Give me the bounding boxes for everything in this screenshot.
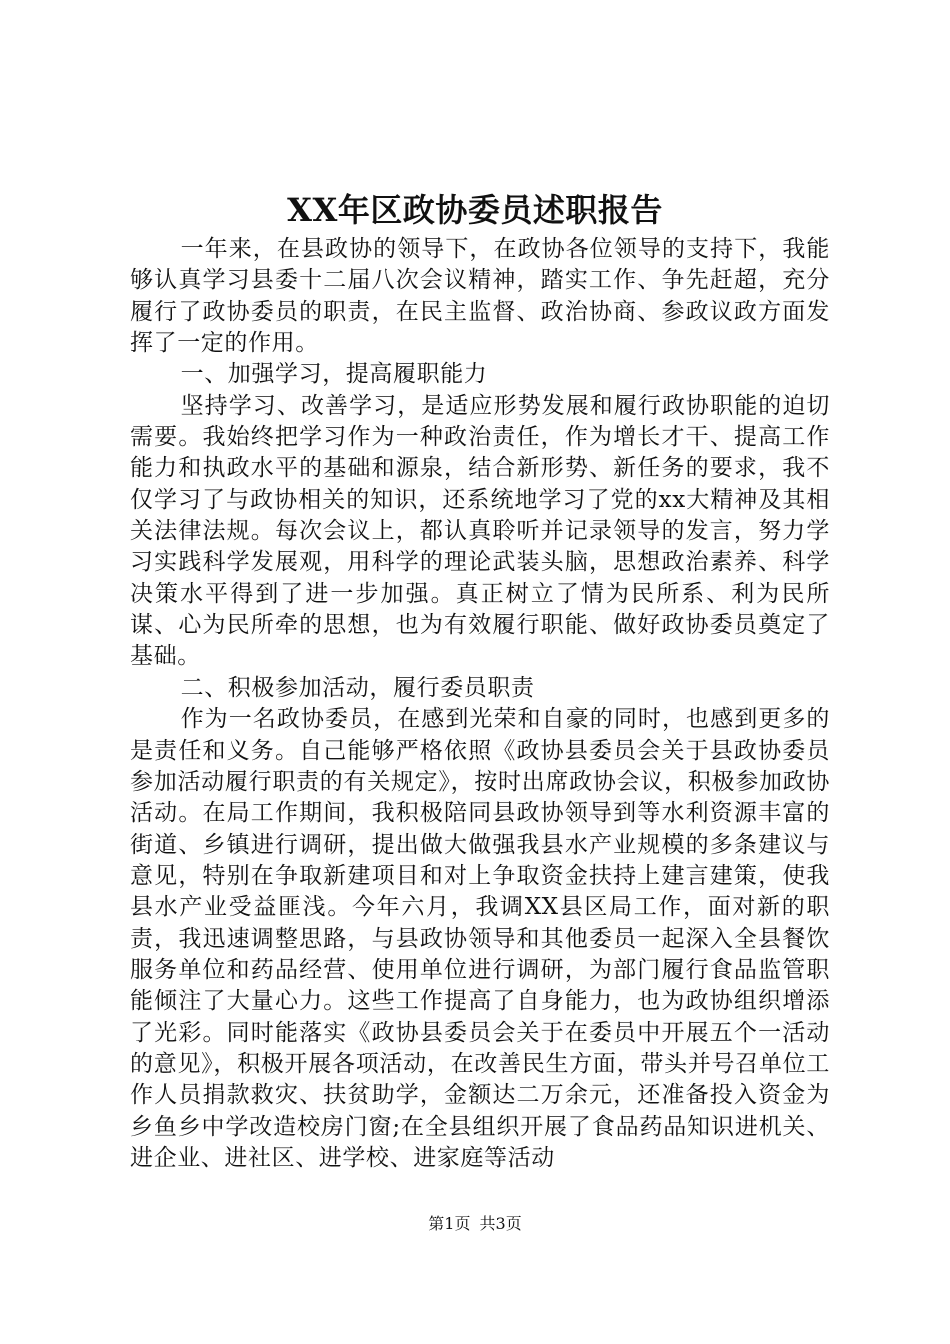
- section-heading-study: 一、加强学习，提高履职能力: [180, 361, 488, 388]
- study-paragraph: 坚持学习、改善学习，是适应形势发展和履行政协职能的迫切需要。我始终把学习作为一种政治责任，作为增长才干、提高工作能力和执政水平的基础和源泉，结合新形势、新任务的要求，我不仅学习了与政协相关的知识，还系统地学习了党的xx大精神及其相关法律法规。每次会议上，都认真聆听并记录领导的发言，努力学习实践科学发展观，用科学的理论武装头脑，思想政治素养、科学决策水平得到了进一步加强。真正树立了情为民所系、利为民所谋、心为民所牵的思想，也为有效履行职能、做好政协委员奠定了基础。: [130, 392, 830, 670]
- page-number-footer: 第1页 共3页: [428, 1214, 522, 1233]
- activities-paragraph: 作为一名政协委员，在感到光荣和自豪的同时，也感到更多的是责任和义务。自己能够严格依照《政协县委员会关于县政协委员参加活动履行职责的有关规定》，按时出席政协会议，积极参加政协活动。在局工作期间，我积极陪同县政协领导到等水利资源丰富的街道、乡镇进行调研，提出做大做强我县水产业规模的多条建议与意见，特别在争取新建项目和对上争取资金扶持上建言建策，使我县水产业受益匪浅。今年六月，我调XX县区局工作，面对新的职责，我迅速调整思路，与县政协领导和其他委员一起深入全县餐饮服务单位和药品经营、使用单位进行调研，为部门履行食品监管职能倾注了大量心力。这些工作提高了自身能力，也为政协组织增添了光彩。同时能落实《政协县委员会关于在委员中开展五个一活动的意见》，积极开展各项活动，在改善民生方面，带头并号召单位工作人员捐款救灾、扶贫助学，金额达二万余元，还准备投入资金为乡鱼乡中学改造校房门窗;在全县组织开展了食品药品知识进机关、进企业、进社区、进学校、进家庭等活动: [130, 706, 830, 1171]
- document-body: [130, 234, 830, 1174]
- section-heading-activities: 二、积极参加活动，履行委员职责: [180, 674, 535, 701]
- document-title: XX年区政协委员述职报告: [287, 191, 663, 229]
- intro-paragraph: 一年来，在县政协的领导下，在政协各位领导的支持下，我能够认真学习县委十二届八次会议精神，踏实工作、争先赶超，充分履行了政协委员的职责，在民主监督、政治协商、参政议政方面发挥了一定的作用。: [130, 236, 830, 357]
